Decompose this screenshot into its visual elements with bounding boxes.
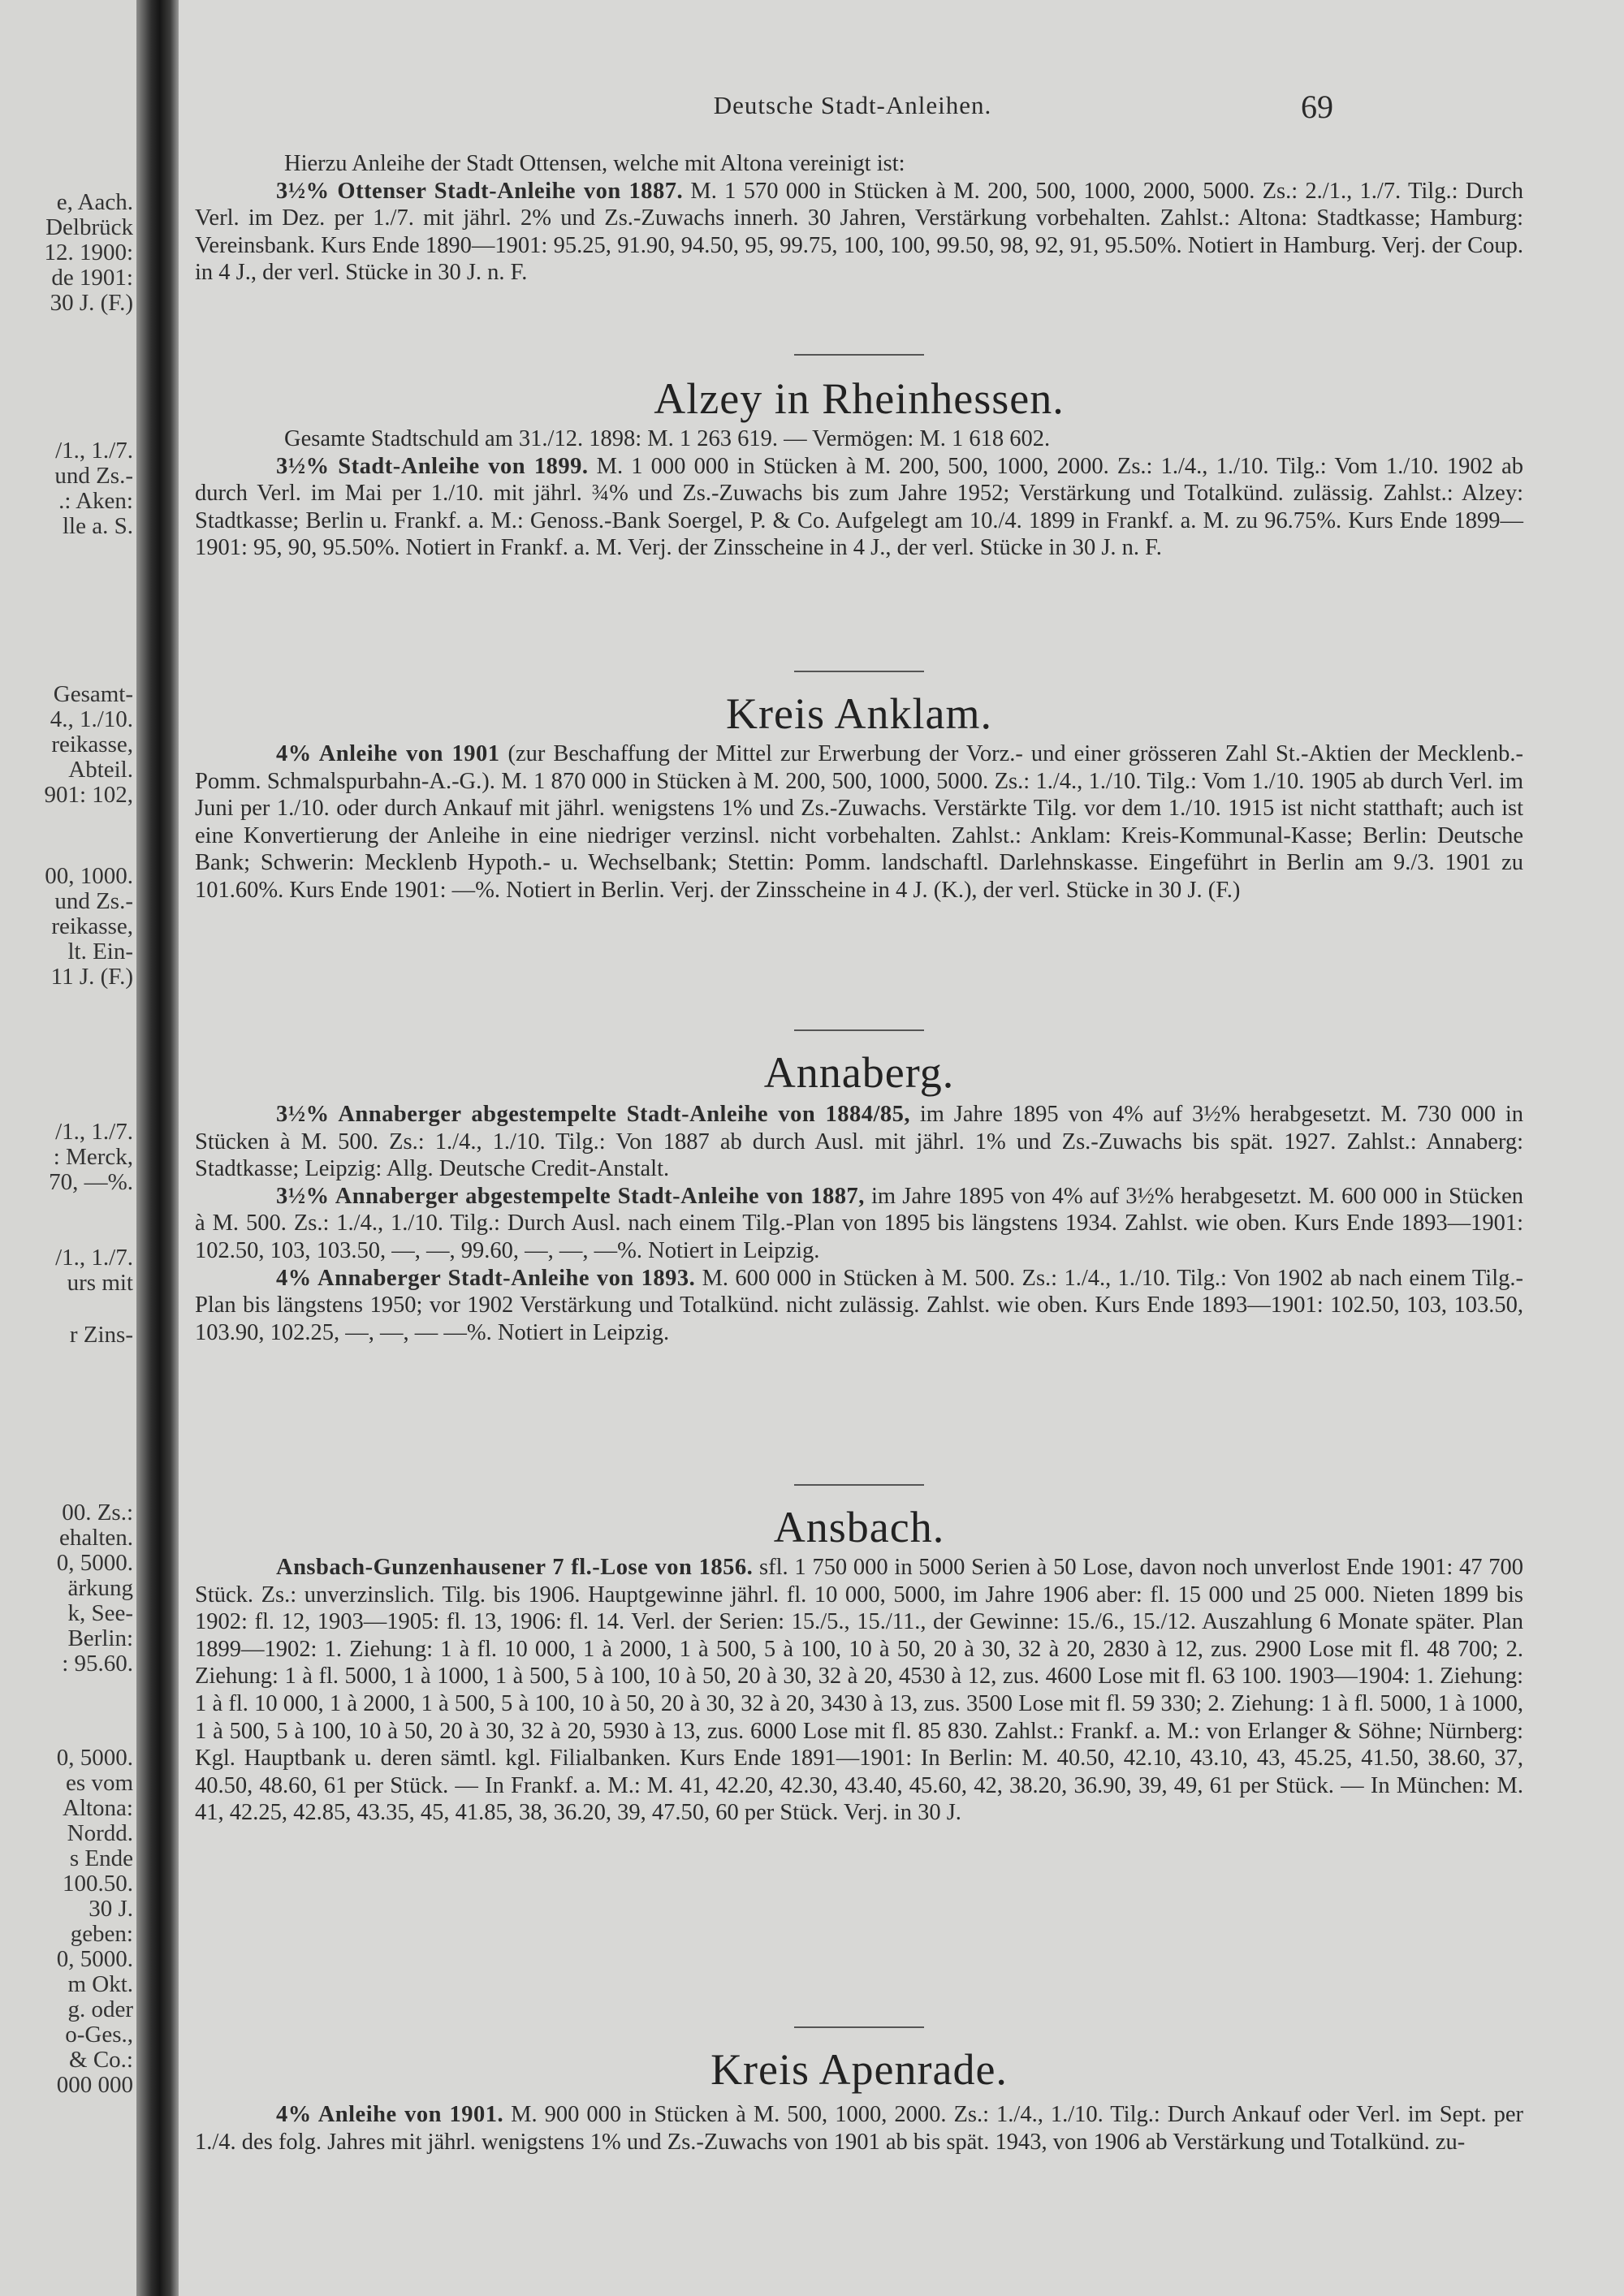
apenrade-heading: Kreis Apenrade.	[710, 2045, 1008, 2094]
ottensen-loan	[195, 178, 1523, 287]
left-page-text-fragment: 00, 1000.	[45, 863, 133, 889]
left-page-text-fragment: reikasse,	[51, 732, 133, 757]
section-rule	[794, 1029, 924, 1031]
left-page-text-fragment: de 1901:	[51, 265, 133, 291]
section-rule	[794, 2026, 924, 2028]
annaberg-heading: Annaberg.	[763, 1048, 955, 1097]
left-page-text-fragment: es vom	[66, 1770, 133, 1796]
left-page-text-fragment: lt. Ein-	[67, 939, 133, 965]
ottensen-section	[195, 150, 1523, 287]
annaberg-loan-2-body: im Jahre 1895 von 4% auf 3½% herabgesetzt. M. 600 000 in Stücken à M. 500. Zs.: 1./4., 1./10. Tilg.: Durch Ausl. nach einem Tilg.-Plan von 1895 bis längstens 1934. Zahlst. wie oben. Kurs Ende 1893—1901: 102.50, 103, 103.50, —, —, 99.60, —, —, —%. Notiert in Leipzig.	[195, 1183, 1523, 1263]
apenrade-loan-title: 4% Anleihe von 1901.	[276, 2102, 504, 2127]
page-number: 69	[1301, 88, 1333, 125]
alzey-loan	[195, 453, 1523, 562]
left-page-text-fragment: 11 J. (F.)	[50, 964, 133, 990]
ansbach-section	[195, 1554, 1523, 1827]
left-page-text-fragment: .: Aken:	[58, 488, 133, 514]
left-page-text-fragment: und Zs.-	[54, 463, 133, 489]
section-rule	[794, 1484, 924, 1486]
apenrade-section	[195, 2101, 1523, 2156]
left-page-text-fragment: reikasse,	[51, 913, 133, 939]
left-page-text-fragment: lle a. S.	[63, 513, 133, 539]
left-page-text-fragment: /1., 1./7.	[55, 438, 133, 464]
left-page-text-fragment: e, Aach.	[56, 189, 133, 215]
left-page-text-fragment: 100.50.	[63, 1871, 133, 1897]
ansbach-heading: Ansbach.	[773, 1503, 945, 1552]
ansbach-loan-body: sfl. 1 750 000 in 5000 Serien à 50 Lose, davon noch unverlost Ende 1901: 47 700 Stück. Zs.: unverzinslich. Tilg. bis 1906. Hauptgewinne jährl. fl. 10 000, 5000, im Jahre 1906 aber: fl. 15 000 und 25 000. Nieten 1899 bis 1902: fl. 12, 1903—1905: fl. 13, 1906: fl. 14. Verl. der Serien: 15./5., 15./11., der Gewinne: 15./6., 15./12. Auszahlung 6 Monate später. Plan 1899—1902: 1. Ziehung: 1 à fl. 10 000, 1 à 2000, 1 à 500, 5 à 100, 10 à 50, 20 à 30, 32 à 20, 2830 à 12, zus. 2900 Lose mit fl. 48 700; 2. Ziehung: 1 à fl. 5000, 1 à 1000, 1 à 500, 5 à 100, 10 à 50, 20 à 30, 32 à 20, 4530 à 12, zus. 4600 Lose mit fl. 63 100. 1903—1904: 1. Ziehung: 1 à fl. 10 000, 1 à 2000, 1 à 500, 5 à 100, 10 à 50, 20 à 30, 32 à 20, 3430 à 13, zus. 3500 Lose mit fl. 59 330; 2. Ziehung: 1 à fl. 5000, 1 à 1000, 1 à 500, 5 à 100, 10 à 50, 20 à 30, 32 à 20, 5930 à 13, zus. 6000 Lose mit fl. 85 830. Zahlst.: Frankf. a. M.: von Erlanger & Söhne; Nürnberg: Kgl. Hauptbank u. deren sämtl. kgl. Filialbanken. Kurs Ende 1891—1901: In Berlin: M. 40.50, 42.10, 43.10, 43, 45.25, 41.50, 38.60, 37, 40.50, 48.60, 61 per Stück. — In Frankf. a. M.: M. 41, 42.20, 42.30, 43.40, 45.60, 42, 38.20, 36.90, 39, 49, 61 per Stück. — In München: M. 41, 42.25, 42.85, 43.35, 45, 41.85, 38, 36.20, 39, 47.50, 60 per Stück. Verj. in 30 J.	[195, 1555, 1524, 1826]
alzey-loan-body: M. 1 000 000 in Stücken à M. 200, 500, 1000, 2000. Zs.: 1./4., 1./10. Tilg.: Vom 1./10. 1902 ab durch Verl. im Mai per 1./10. mit jährl. ¾% und Zs.-Zuwachs bis zum Jahre 1952; Verstärkung und Totalkünd. zulässig. Zahlst.: Alzey: Stadtkasse; Berlin u. Frankf. a. M.: Genoss.-Bank Soergel, P. & Co. Aufgelegt am 10./4. 1899 in Frankf. a. M. zu 96.75%. Kurs Ende 1899—1901: 95, 90, 95.50%. Notiert in Frankf. a. M. Verj. der Zinsscheine in 4 J., der verl. Stücke in 30 J. n. F.	[195, 453, 1523, 561]
left-page-text-fragment: 000 000	[56, 2072, 133, 2098]
anklam-section	[195, 740, 1523, 904]
left-page-text-fragment: urs mit	[67, 1270, 133, 1296]
anklam-loan	[195, 740, 1523, 904]
alzey-heading: Alzey in Rheinhessen.	[654, 374, 1065, 423]
left-page-text-fragment: 12. 1900:	[44, 240, 133, 265]
left-page-text-fragment: 30 J.	[89, 1896, 133, 1922]
left-page-text-fragment: /1., 1./7.	[55, 1119, 133, 1145]
ottensen-intro: Hierzu Anleihe der Stadt Ottensen, welche mit Altona vereinigt ist:	[284, 151, 905, 176]
ottensen-loan-title: 3½% Ottenser Stadt-Anleihe von 1887.	[276, 178, 684, 204]
apenrade-loan-body: M. 900 000 in Stücken à M. 500, 1000, 2000. Zs.: 1./4., 1./10. Tilg.: Durch Ankauf oder Verl. im Sept. per 1./4. des folg. Jahres mit jährl. wenigstens 1% und Zs.-Zuwachs von 1901 ab bis spät. 1943, von 1906 ab Verstärkung und Totalkünd. zu-	[195, 2102, 1524, 2155]
left-page-text-fragment: /1., 1./7.	[55, 1245, 133, 1271]
annaberg-loan-3-body: M. 600 000 in Stücken à M. 500. Zs.: 1./4., 1./10. Tilg.: Von 1902 ab nach einem Tilg.-Plan bis längstens 1950; vor 1902 Verstärkung und Totalkünd. nicht zulässig. Zahlst. wie oben. Kurs Ende 1893—1901: 102.50, 103, 103.50, 103.90, 102.25, —, —, — —%. Notiert in Leipzig.	[195, 1265, 1523, 1345]
left-page-text-fragment: g. oder	[67, 1996, 133, 2022]
left-page-text-fragment: & Co.:	[69, 2047, 133, 2073]
left-page-text-fragment: geben:	[70, 1921, 133, 1947]
alzey-section	[195, 425, 1523, 562]
anklam-loan-body: (zur Beschaffung der Mittel zur Erwerbung der Vorz.- und einer grösseren Zahl St.-Aktien der Mecklenb.-Pomm. Schmalspurbahn-A.-G.). M. 1 870 000 in Stücken à M. 200, 500, 1000, 5000. Zs.: 1./4., 1./10. Tilg.: Vom 1./10. 1905 ab durch Verl. im Juni per 1./10. oder durch Ankauf mit jährl. wenigstens 1% und Zs.-Zuwachs. Verstärkte Tilg. vor dem 1./10. 1915 ist nicht statthaft; auch ist eine Konvertierung der Anleihe in eine niedriger verzinsl. nicht vorbehalten. Zahlst.: Anklam: Kreis-Kommunal-Kasse; Berlin: Deutsche Bank; Schwerin: Mecklenb Hypoth.- u. Wechselbank; Stettin: Pomm. landschaftl. Darlehnskasse. Eingeführt in Berlin am 9./3. 1901 zu 101.60%. Kurs Ende 1901: —%. Notiert in Berlin. Verj. der Zinsscheine in 4 J. (K.), der verl. Stücke in 30 J. (F.)	[195, 741, 1523, 903]
anklam-heading: Kreis Anklam.	[726, 689, 992, 738]
left-page-fragment	[0, 0, 136, 2296]
left-page-text-fragment: 00. Zs.:	[62, 1500, 133, 1526]
left-page-text-fragment: Abteil.	[68, 757, 133, 783]
annaberg-loan-1-body: im Jahre 1895 von 4% auf 3½% herabgesetzt. M. 730 000 in Stücken à M. 500. Zs.: 1./4., 1./10. Tilg.: Von 1887 ab durch Ausl. mit jährl. 1% und Zs.-Zuwachs bis spät. 1927. Zahlst.: Annaberg: Stadtkasse; Leipzig: Allg. Deutsche Credit-Anstalt.	[195, 1102, 1524, 1182]
alzey-loan-title: 3½% Stadt-Anleihe von 1899.	[276, 453, 589, 479]
left-page-text-fragment: Nordd.	[67, 1820, 133, 1846]
ansbach-loan	[195, 1554, 1523, 1827]
book-gutter	[136, 0, 179, 2296]
annaberg-loan-1	[195, 1101, 1523, 1183]
left-page-text-fragment: : Merck,	[53, 1144, 133, 1170]
left-page-text-fragment: Berlin:	[67, 1625, 133, 1651]
annaberg-loan-3	[195, 1265, 1523, 1347]
left-page-text-fragment: und Zs.-	[54, 888, 133, 914]
ottensen-loan-body: M. 1 570 000 in Stücken à M. 200, 500, 1000, 2000, 5000. Zs.: 2./1., 1./7. Tilg.: Durch Verl. im Dez. per 1./7. mit jährl. 2% und Zs.-Zuwachs innerh. 30 Jahren, Verstärkung vorbehalten. Zahlst.: Altona: Stadtkasse; Hamburg: Vereinsbank. Kurs Ende 1890—1901: 95.25, 91.90, 94.50, 95, 99.75, 100, 100, 99.50, 98, 92, 91, 95.50%. Notiert in Hamburg. Verj. der Coup. in 4 J., der verl. Stücke in 30 J. n. F.	[195, 178, 1524, 286]
annaberg-loan-2	[195, 1183, 1523, 1265]
left-page-text-fragment: s Ende	[69, 1845, 133, 1871]
left-page-text-fragment: 0, 5000.	[56, 1550, 133, 1576]
left-page-text-fragment: 70, —%.	[49, 1169, 133, 1195]
left-page-text-fragment: 30 J. (F.)	[50, 290, 133, 316]
left-page-text-fragment: m Okt.	[67, 1971, 133, 1997]
annaberg-loan-2-title: 3½% Annaberger abgestempelte Stadt-Anleihe von 1887,	[276, 1183, 865, 1209]
section-rule	[794, 354, 924, 356]
left-page-text-fragment: 0, 5000.	[56, 1745, 133, 1771]
ansbach-loan-title: Ansbach-Gunzenhausener 7 fl.-Lose von 1856.	[276, 1555, 754, 1580]
left-page-text-fragment: : 95.60.	[62, 1651, 133, 1677]
apenrade-loan	[195, 2101, 1523, 2156]
left-page-text-fragment: r Zins-	[69, 1322, 133, 1348]
left-page-text-fragment: Gesamt-	[53, 681, 133, 707]
left-page-text-fragment: 0, 5000.	[56, 1946, 133, 1972]
alzey-summary: Gesamte Stadtschuld am 31./12. 1898: M. 1 263 619. — Vermögen: M. 1 618 602.	[284, 426, 1051, 451]
anklam-loan-title: 4% Anleihe von 1901	[276, 741, 500, 766]
section-rule	[794, 671, 924, 672]
left-page-text-fragment: k, See-	[67, 1600, 133, 1626]
annaberg-section	[195, 1101, 1523, 1346]
left-page-text-fragment: 4., 1./10.	[50, 706, 133, 732]
running-title: Deutsche Stadt-Anleihen.	[713, 91, 992, 119]
left-page-text-fragment: ehalten.	[59, 1525, 133, 1551]
left-page-text-fragment: 901: 102,	[44, 782, 133, 808]
left-page-text-fragment: ärkung	[67, 1575, 133, 1601]
annaberg-loan-1-title: 3½% Annaberger abgestempelte Stadt-Anleihe von 1884/85,	[276, 1102, 911, 1127]
annaberg-loan-3-title: 4% Annaberger Stadt-Anleihe von 1893.	[276, 1265, 696, 1291]
left-page-text-fragment: o-Ges.,	[65, 2022, 133, 2048]
left-page-text-fragment: Altona:	[63, 1795, 133, 1821]
left-page-text-fragment: Delbrück	[45, 214, 133, 240]
